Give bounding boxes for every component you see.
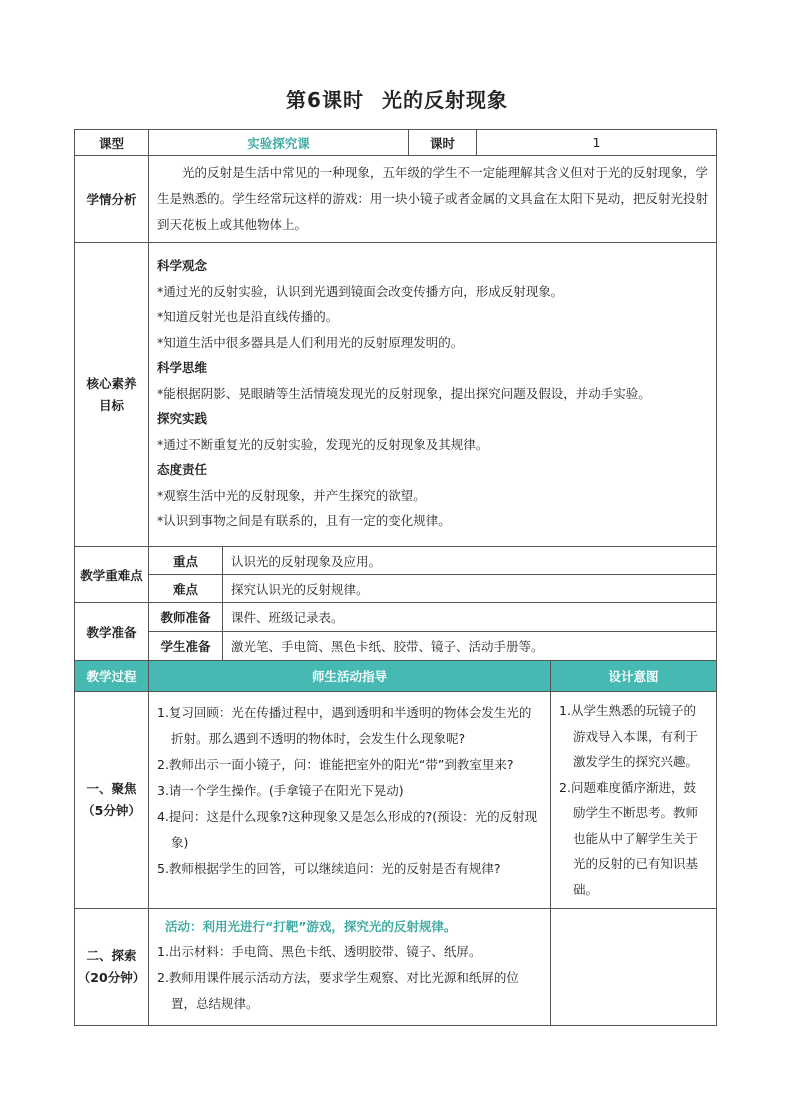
key-point-value: 认识光的反射现象及应用。 <box>223 547 717 575</box>
row-hard-point <box>75 575 717 603</box>
goal-heading: 科学思维 <box>157 360 208 376</box>
goal-item: *知道反射光也是沿直线传播的。 <box>157 309 339 325</box>
list-item: 2.教师出示一面小镜子，问：谁能把室外的阳光“带”到教室里来? <box>157 757 514 772</box>
teacher-prep-label: 教师准备 <box>149 603 223 632</box>
row-teacher-prep <box>75 603 717 632</box>
key-point-label: 重点 <box>149 547 223 575</box>
lesson-topic: 光的反射现象 <box>381 88 508 112</box>
process-header-row <box>75 661 717 692</box>
analysis-text: 光的反射是生活中常见的一种现象，五年级的学生不一定能理解其含义但对于光的反射现象，学生是熟悉的。学生经常玩这样的游戏：用一块小镜子或者金属的文具盒在太阳下晃动，把反射光投射到天花板上或其他物体上。 <box>149 156 717 243</box>
stage-2-activities <box>149 909 551 1026</box>
hard-point-label: 难点 <box>149 575 223 603</box>
process-col-design: 设计意图 <box>551 661 717 692</box>
stage-1-activities <box>149 692 551 909</box>
process-col-stage: 教学过程 <box>75 661 149 692</box>
lesson-plan-table <box>74 129 717 1026</box>
lesson-type-value: 实验探究课 <box>149 130 409 156</box>
stage-2-design <box>551 909 717 1026</box>
teacher-prep-value: 课件、班级记录表。 <box>223 603 717 632</box>
goals-label: 核心素养 目标 <box>75 243 149 547</box>
list-item: 3.请一个学生操作。(手拿镜子在阳光下晃动) <box>157 783 404 798</box>
list-item: 2.教师用课件展示活动方法，要求学生观察、对比光源和纸屏的位置，总结规律。 <box>157 970 519 1011</box>
goal-item: *认识到事物之间是有联系的，且有一定的变化规律。 <box>157 513 451 529</box>
activity-title: 活动：利用光进行“打靶”游戏，探究光的反射规律。 <box>165 919 457 934</box>
list-item: 4.提问：这是什么现象?这种现象又是怎么形成的?(预设：光的反射现象) <box>157 809 538 850</box>
lesson-hours-label: 课时 <box>409 130 477 156</box>
goal-item: *知道生活中很多器具是人们利用光的反射原理发明的。 <box>157 334 464 350</box>
list-item: 2.问题难度循序渐进，鼓励学生不断思考。教师也能从中了解学生关于光的反射的已有知识基础。 <box>559 779 699 897</box>
row-stage-1 <box>75 692 717 909</box>
row-goals <box>75 243 717 547</box>
student-prep-label: 学生准备 <box>149 632 223 661</box>
lesson-hours-value: 1 <box>477 130 717 156</box>
lesson-type-label: 课型 <box>75 130 149 156</box>
stage-2-label: 二、探索 （20分钟） <box>75 909 149 1026</box>
list-item: 1.出示材料：手电筒、黑色卡纸、透明胶带、镜子、纸屏。 <box>157 944 482 959</box>
row-analysis <box>75 156 717 243</box>
goals-content <box>149 243 717 547</box>
stage-1-design <box>551 692 717 909</box>
hard-point-value: 探究认识光的反射规律。 <box>223 575 717 603</box>
analysis-label: 学情分析 <box>75 156 149 243</box>
goal-heading: 态度责任 <box>157 462 208 478</box>
goal-heading: 科学观念 <box>157 258 208 274</box>
list-item: 5.教师根据学生的回答，可以继续追问：光的反射是否有规律? <box>157 861 501 876</box>
goal-item: *通过光的反射实验，认识到光遇到镜面会改变传播方向，形成反射现象。 <box>157 283 564 299</box>
row-stage-2 <box>75 909 717 1026</box>
list-item: 1.从学生熟悉的玩镜子的游戏导入本课，有利于激发学生的探究兴趣。 <box>559 703 699 769</box>
process-col-activity: 师生活动指导 <box>149 661 551 692</box>
row-lesson-type <box>75 130 717 156</box>
keypoints-label: 教学重难点 <box>75 547 149 603</box>
student-prep-value: 激光笔、手电筒、黑色卡纸、胶带、镜子、活动手册等。 <box>223 632 717 661</box>
goal-item: *通过不断重复光的反射实验，发现光的反射现象及其规律。 <box>157 436 489 452</box>
prep-label: 教学准备 <box>75 603 149 661</box>
page-title <box>0 84 794 113</box>
goal-item: *能根据阴影、晃眼睛等生活情境发现光的反射现象，提出探究问题及假设，并动手实验。 <box>157 385 651 401</box>
row-student-prep <box>75 632 717 661</box>
list-item: 1.复习回顾：光在传播过程中，遇到透明和半透明的物体会发生光的折射。那么遇到不透明的物体时，会发生什么现象呢? <box>157 705 532 746</box>
row-key-point <box>75 547 717 575</box>
stage-1-label: 一、聚焦 （5分钟） <box>75 692 149 909</box>
goal-item: *观察生活中光的反射现象，并产生探究的欲望。 <box>157 487 426 503</box>
lesson-number: 第6课时 <box>286 88 364 112</box>
goal-heading: 探究实践 <box>157 411 208 427</box>
